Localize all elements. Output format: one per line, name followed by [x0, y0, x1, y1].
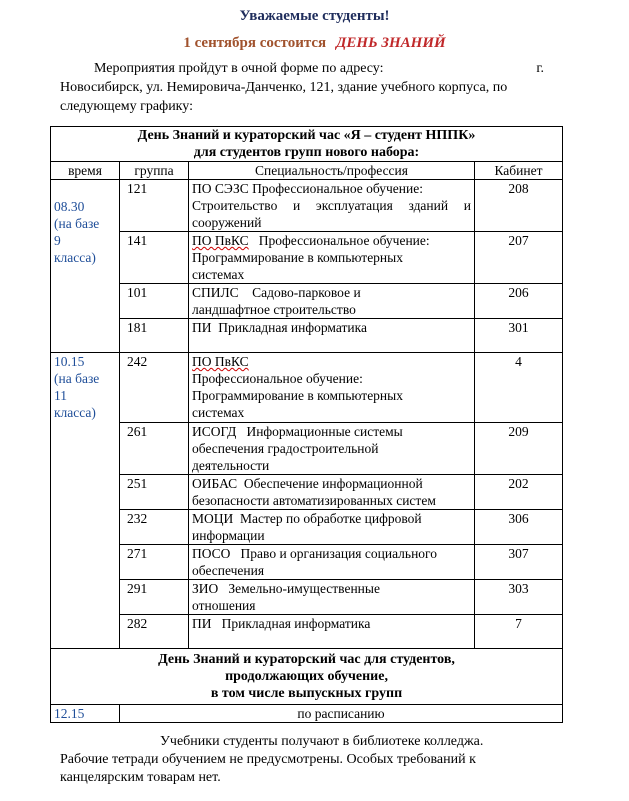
outro-paragraph	[60, 733, 530, 787]
col-header-room: Кабинет	[475, 162, 563, 180]
spec-line: Профессиональное обучение:	[192, 371, 363, 386]
col-header-spec: Специальность/профессия	[189, 162, 475, 180]
spec-cell	[189, 319, 475, 353]
intro-line1-left: Мероприятия пройдут в очной форме по адресу:	[94, 61, 384, 76]
room-cell: 307	[475, 545, 563, 580]
page-title: Уважаемые студенты!	[239, 8, 390, 24]
group-cell: 271	[120, 545, 189, 580]
table-footer	[51, 649, 563, 705]
spec-line: Строительство и эксплуатация зданий и	[192, 198, 471, 213]
spec-line: системах	[192, 267, 245, 282]
table-footer-line2: продолжающих обучение,	[225, 669, 388, 684]
table-row	[51, 353, 563, 423]
spec-line: информации	[192, 528, 265, 543]
table-row	[51, 284, 563, 319]
room-cell: 303	[475, 580, 563, 615]
table-header	[51, 127, 563, 162]
table-footer-row	[51, 649, 563, 705]
intro-line2: Новосибирск, ул. Немировича-Данченко, 121, здание учебного корпуса, по	[60, 80, 508, 95]
spec-line: ПИ Прикладная информатика	[192, 320, 367, 335]
spec-line: ПОСО Право и организация социального	[192, 546, 437, 561]
time-block-1-base3: класса)	[54, 250, 96, 265]
table-row	[51, 180, 563, 232]
outro-line1: Учебники студенты получают в библиотеке колледжа.	[160, 734, 484, 749]
group-cell: 242	[120, 353, 189, 423]
intro-paragraph	[60, 59, 544, 116]
group-cell: 291	[120, 580, 189, 615]
table-row	[51, 423, 563, 475]
time-block-1-base2: 9	[54, 233, 61, 248]
room-cell: 4	[475, 353, 563, 423]
spec-cell	[189, 615, 475, 649]
time-block-1-base1: (на базе	[54, 216, 100, 231]
room-cell: 207	[475, 232, 563, 284]
spec-cell	[189, 353, 475, 423]
spec-line: деятельности	[192, 458, 270, 473]
schedule-table	[50, 126, 563, 723]
col-header-group: группа	[120, 162, 189, 180]
spec-cell	[189, 580, 475, 615]
spec-cell	[189, 232, 475, 284]
spec-cell	[189, 423, 475, 475]
table-footer-line3: в том числе выпускных групп	[210, 686, 403, 701]
table-header-row	[51, 127, 563, 162]
outro-line2: Рабочие тетради обучением не предусмотрены. Особых требований к	[60, 752, 476, 767]
spec-line: системах	[192, 405, 245, 420]
spec-line	[192, 232, 471, 249]
table-row	[51, 475, 563, 510]
spec-line: ЗИО Земельно-имущественные	[192, 581, 380, 596]
subtitle-event: ДЕНЬ ЗНАНИЙ	[336, 35, 446, 51]
table-header-line2: для студентов групп нового набора:	[193, 145, 420, 160]
room-cell: 208	[475, 180, 563, 232]
spec-line: сооружений	[192, 215, 262, 230]
group-cell: 232	[120, 510, 189, 545]
group-cell: 101	[120, 284, 189, 319]
group-cell: 121	[120, 180, 189, 232]
subtitle-date: 1 сентября состоится	[183, 35, 327, 51]
room-cell: 209	[475, 423, 563, 475]
column-headers-row	[51, 162, 563, 180]
table-row	[51, 615, 563, 649]
spec-line: обеспечения	[192, 563, 265, 578]
group-cell: 181	[120, 319, 189, 353]
table-row	[51, 545, 563, 580]
spec-line: обеспечения градостроительной	[192, 441, 379, 456]
time-block-1	[51, 180, 120, 353]
time-block-2	[51, 353, 120, 649]
table-row	[51, 510, 563, 545]
table-row	[51, 232, 563, 284]
table-row	[51, 705, 563, 723]
intro-line3: следующему графику:	[60, 99, 193, 114]
spec-line: ИСОГД Информационные системы	[192, 424, 403, 439]
time-block-1-time: 08.30	[54, 199, 85, 214]
time-block-2-base1: (на базе	[54, 371, 100, 386]
table-row	[51, 319, 563, 353]
last-time-cell: 12.15	[51, 705, 120, 723]
spec-cell	[189, 510, 475, 545]
spec-line: ОИБАС Обеспечение информационной	[192, 476, 423, 491]
spec-code: ПО ПвКС	[192, 354, 249, 369]
table-header-line1: День Знаний и кураторский час «Я – студент НППК»	[137, 128, 476, 143]
spec-line: Программирование в компьютерных	[192, 388, 403, 403]
room-cell: 301	[475, 319, 563, 353]
room-cell: 206	[475, 284, 563, 319]
table-footer-line1: День Знаний и кураторский час для студентов,	[158, 652, 455, 667]
spec-line: ПИ Прикладная информатика	[192, 616, 371, 631]
spec-line: ландшафтное строительство	[192, 302, 356, 317]
group-cell: 141	[120, 232, 189, 284]
spec-text: Профессиональное обучение:	[248, 233, 430, 248]
spec-line: безопасности автоматизированных систем	[192, 493, 436, 508]
room-cell: 202	[475, 475, 563, 510]
spec-line: МОЦИ Мастер по обработке цифровой	[192, 511, 422, 526]
spec-line: отношения	[192, 598, 256, 613]
intro-line1-right: г.	[536, 61, 544, 76]
room-cell: 306	[475, 510, 563, 545]
group-cell: 251	[120, 475, 189, 510]
spec-cell	[189, 545, 475, 580]
outro-line3: канцелярским товарам нет.	[60, 770, 221, 785]
spec-cell	[189, 180, 475, 232]
group-cell: 261	[120, 423, 189, 475]
spec-line: СПИЛС Садово-парковое и	[192, 285, 361, 300]
time-block-2-base3: класса)	[54, 405, 96, 420]
spec-line: ПО СЭЗС Профессиональное обучение:	[192, 181, 423, 196]
time-block-2-time: 10.15	[54, 354, 85, 369]
table-row	[51, 580, 563, 615]
page-subtitle	[0, 35, 629, 52]
spec-line	[192, 353, 471, 370]
room-cell: 7	[475, 615, 563, 649]
group-cell: 282	[120, 615, 189, 649]
spec-code: ПО ПвКС	[192, 233, 249, 248]
last-text-cell: по расписанию	[120, 705, 563, 723]
spec-cell	[189, 284, 475, 319]
col-header-time: время	[51, 162, 120, 180]
spec-line: Программирование в компьютерных	[192, 250, 403, 265]
time-block-2-base2: 11	[54, 388, 67, 403]
spec-cell	[189, 475, 475, 510]
